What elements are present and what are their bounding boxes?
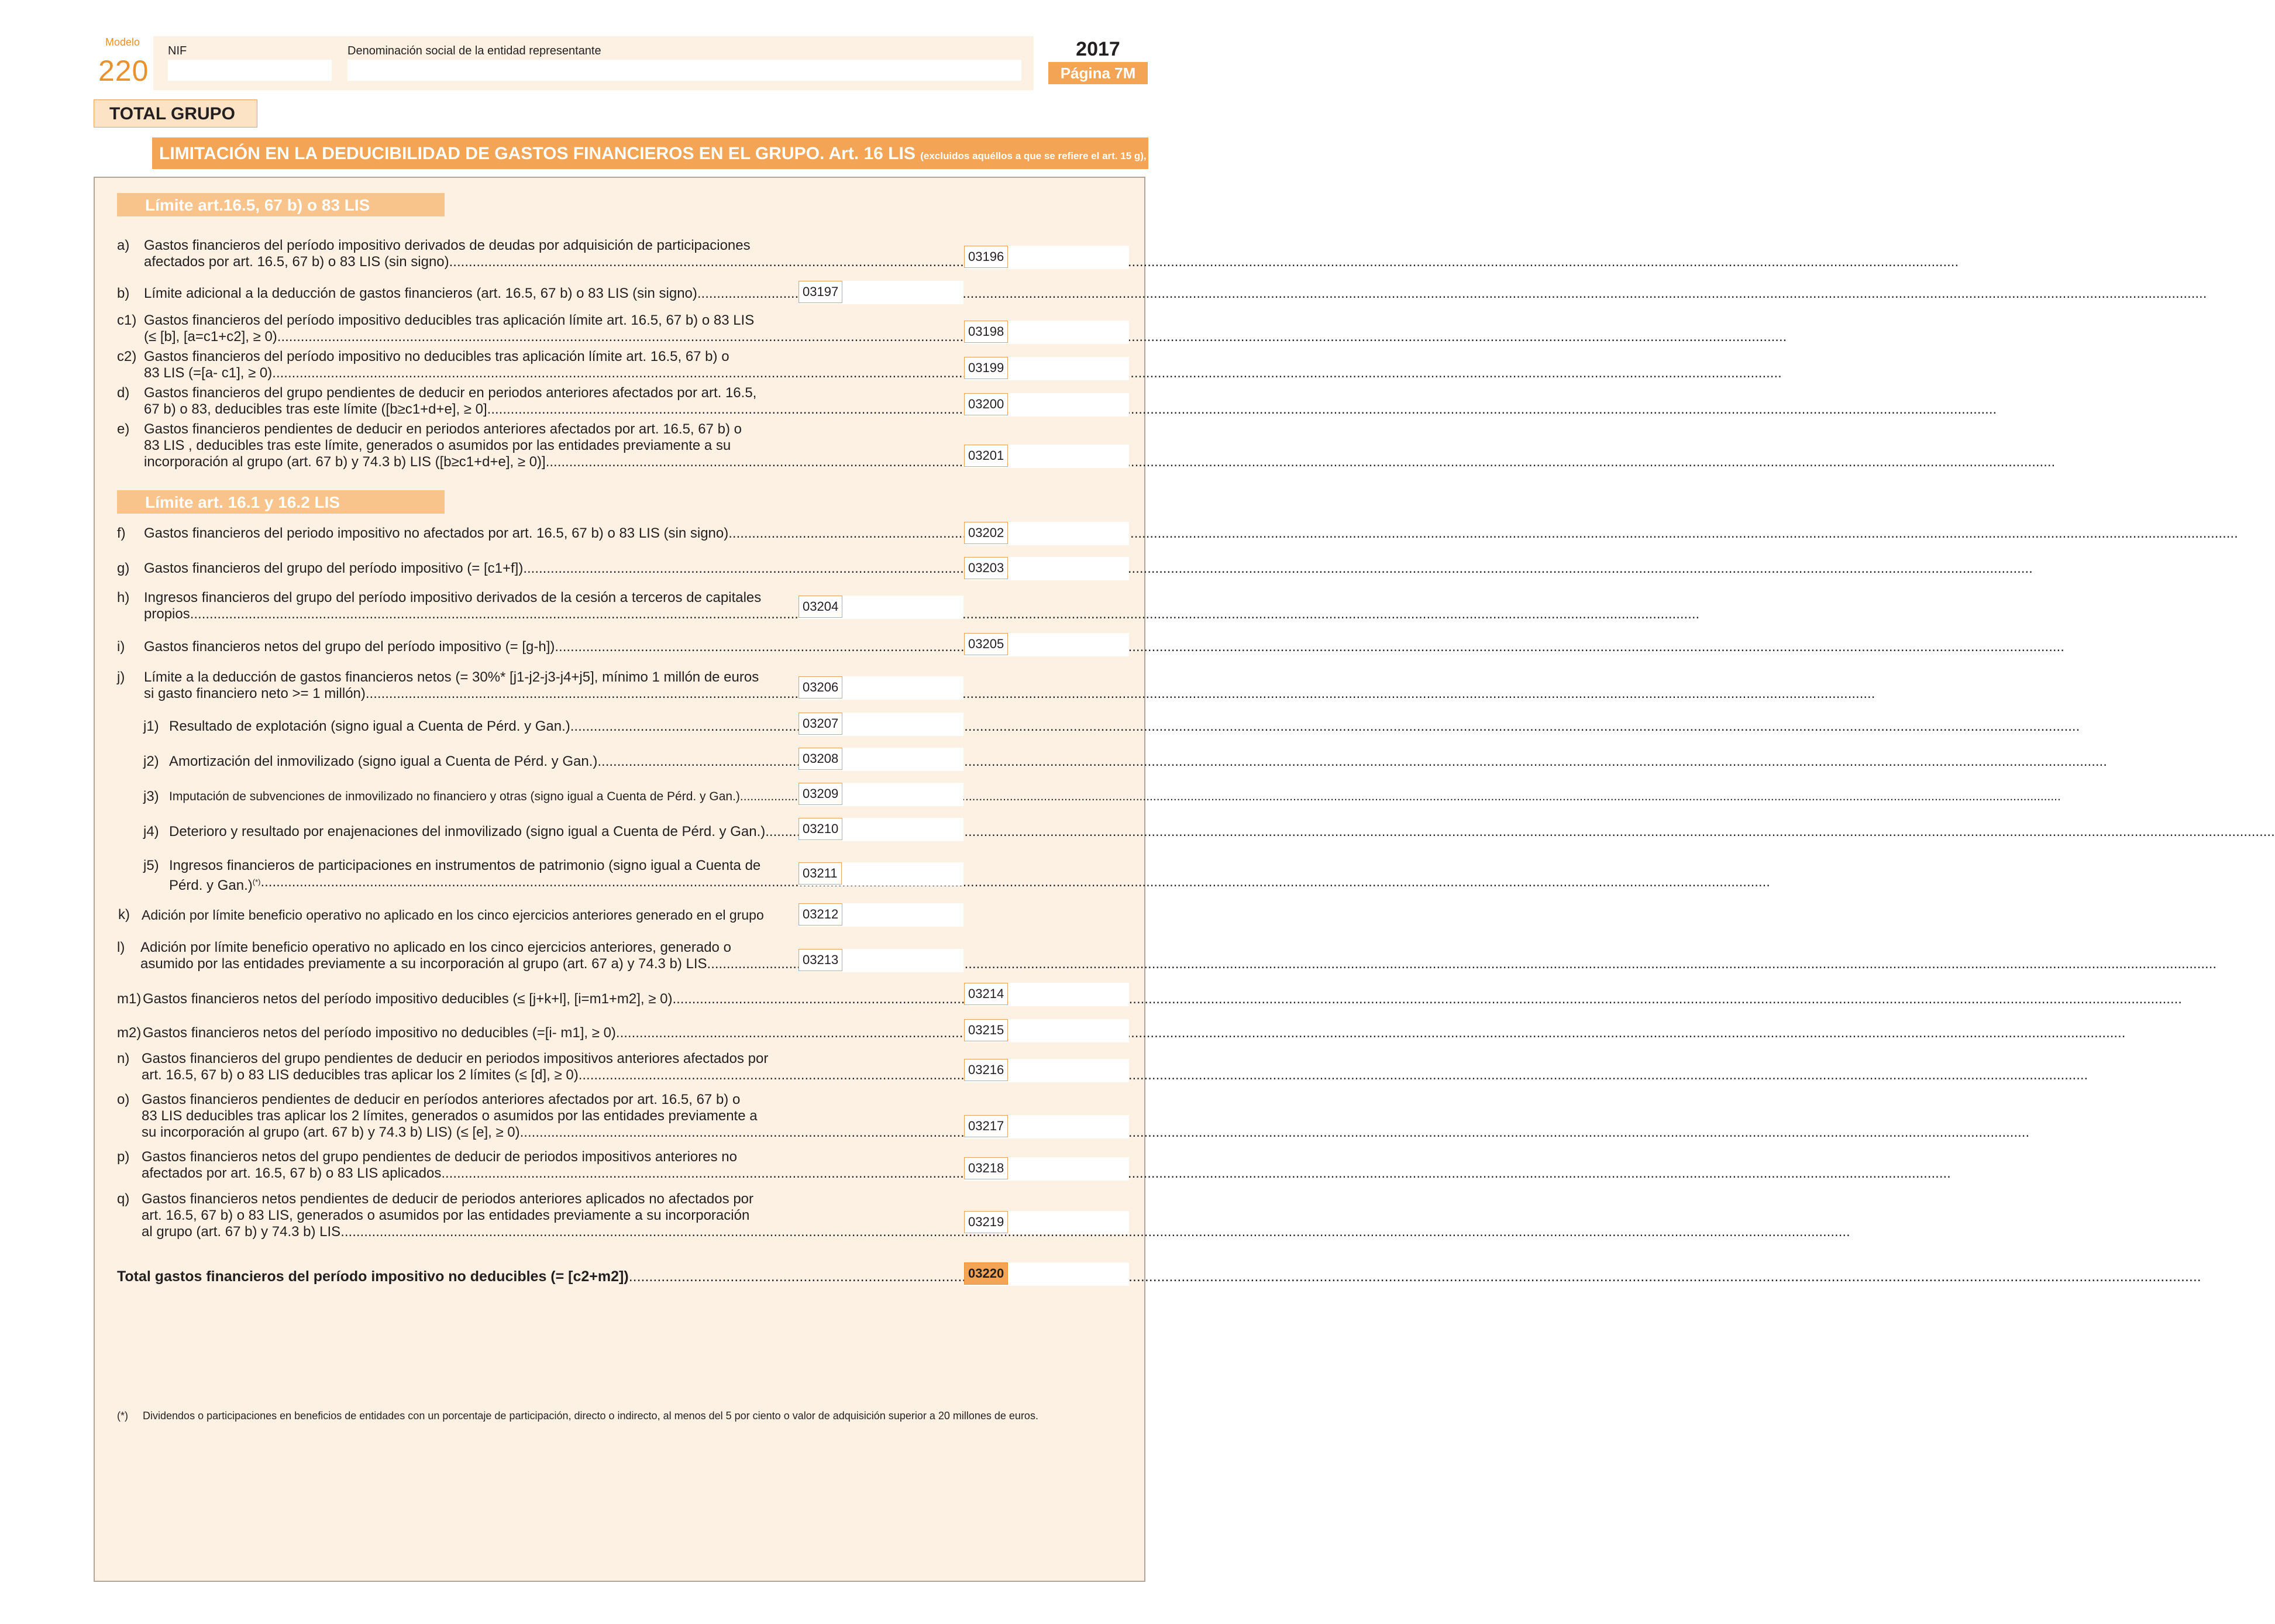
row-letter: l) — [117, 940, 125, 955]
row-text: Gastos financieros del periodo impositivo no afectados por art. 16.5, 67 b) o 83 LIS (sin signo) — [144, 525, 729, 541]
row-letter: c1) — [117, 312, 137, 328]
field-code: 03196 — [964, 246, 1008, 268]
row-text: Gastos financieros del período impositivo no deducibles tras aplicación límite art. 16.5, 67 b) o — [144, 349, 729, 364]
row-letter: p) — [117, 1149, 130, 1165]
row-j3 — [143, 789, 800, 805]
row-text: Total gastos financieros del período impositivo no deducibles (= [c2+m2]) — [117, 1268, 629, 1285]
row-b — [117, 285, 800, 302]
row-letter: o) — [117, 1092, 130, 1107]
row-g — [117, 560, 958, 577]
row-text: 83 LIS (=[a- c1], ≥ 0) — [144, 365, 273, 381]
row-text: Gastos financieros pendientes de deducir en periodos anteriores afectados por art. 16.5, 67 b) o — [144, 421, 742, 437]
row-text: asumido por las entidades previamente a su incorporación al grupo (art. 67 a) y 74.3 b) LIS — [140, 956, 707, 972]
field-03196[interactable] — [964, 246, 1129, 269]
year-label: 2017 — [1048, 39, 1148, 60]
row-text: 83 LIS , deducibles tras este límite, generados o asumidos por las entidades previamente a su — [144, 438, 731, 453]
row-text: propios — [144, 606, 190, 622]
row-text: Ingresos financieros del grupo del período impositivo derivados de la cesión a terceros de capitales — [144, 590, 762, 605]
field-code: 03199 — [964, 357, 1008, 379]
row-text: Gastos financieros del período impositivo derivados de deudas por adquisición de participaciones — [144, 238, 751, 253]
row-text: Gastos financieros netos pendientes de deducir de periodos anteriores aplicados no afectados por — [142, 1191, 754, 1207]
subsection-limite-16-5: Límite art.16.5, 67 b) o 83 LIS — [117, 193, 445, 216]
field-code: 03208 — [799, 748, 842, 770]
row-text: Adición por límite beneficio operativo no aplicado en los cinco ejercicios anteriores, generado o — [140, 940, 731, 955]
nif-label: NIF — [168, 44, 187, 57]
row-c2 — [117, 349, 958, 381]
footnote-text: Dividendos o participaciones en beneficios de entidades con un porcentaje de participación, directo o indirecto, al menos del 5 por ciento o valor de adquisición superior a 20 millones de euros. — [143, 1410, 1038, 1422]
leader-dots — [765, 824, 2275, 840]
row-p — [117, 1149, 958, 1182]
row-a — [117, 238, 958, 270]
field-03199[interactable] — [964, 357, 1129, 380]
row-text: Amortización del inmovilizado (signo igual a Cuenta de Pérd. y Gan.) — [169, 753, 598, 769]
nif-field[interactable] — [168, 60, 332, 81]
row-letter: a) — [117, 238, 130, 253]
row-j5 — [143, 858, 800, 894]
footnote-mark: (*) — [117, 1410, 128, 1422]
row-text: Gastos financieros pendientes de deducir en períodos anteriores afectados por art. 16.5, 67 b) o — [142, 1092, 741, 1107]
leader-dots — [366, 686, 1875, 702]
field-03198[interactable] — [964, 321, 1129, 344]
row-letter: j) — [117, 669, 125, 685]
field-code: 03198 — [964, 321, 1008, 343]
section-title: TOTAL GRUPO — [94, 99, 257, 128]
row-text: su incorporación al grupo (art. 67 b) y 74.3 b) LIS) (≤ [e], ≥ 0) — [142, 1124, 520, 1140]
field-03213[interactable] — [799, 949, 963, 972]
field-code: 03205 — [964, 633, 1008, 655]
row-text: Gastos financieros del período impositivo deducibles tras aplicación límite art. 16.5, 67 b) o 83 LIS — [144, 312, 755, 328]
row-text: Gastos financieros netos del período impositivo no deducibles (=[i- m1], ≥ 0) — [143, 1025, 616, 1041]
row-text: incorporación al grupo (art. 67 b) y 74.3 b) LIS ([b≥c1+d+e], ≥ 0)] — [144, 454, 546, 470]
row-letter: e) — [117, 421, 130, 437]
field-03210[interactable] — [799, 818, 963, 841]
field-03209[interactable] — [799, 783, 963, 806]
row-letter: g) — [117, 560, 130, 576]
leader-dots — [441, 1165, 1951, 1182]
leader-dots — [449, 254, 1959, 270]
row-k — [118, 907, 801, 923]
row-letter: k) — [118, 907, 130, 923]
field-03197[interactable] — [799, 281, 963, 304]
leader-dots — [487, 401, 1997, 418]
page-label: Página 7M — [1048, 62, 1148, 84]
subsection-limite-16-1: Límite art. 16.1 y 16.2 LIS — [117, 490, 445, 514]
field-03207[interactable] — [799, 713, 963, 736]
field-03214[interactable] — [964, 983, 1129, 1006]
footnote — [117, 1409, 1038, 1423]
field-03216[interactable] — [964, 1059, 1129, 1082]
denominacion-field[interactable] — [347, 60, 1021, 81]
field-03218[interactable] — [964, 1157, 1129, 1181]
row-n — [117, 1051, 958, 1083]
row-o — [117, 1092, 958, 1141]
row-j1 — [143, 718, 800, 735]
field-code: 03213 — [799, 949, 842, 971]
field-code: 03212 — [799, 903, 842, 925]
row-text: afectados por art. 16.5, 67 b) o 83 LIS aplicados — [142, 1165, 442, 1181]
field-03203[interactable] — [964, 557, 1129, 580]
field-code: 03201 — [964, 445, 1008, 467]
row-text: Gastos financieros netos del grupo pendientes de deducir de periodos impositivos anteriores no — [142, 1149, 737, 1165]
row-letter: m2) — [117, 1025, 142, 1041]
row-text: Gastos financieros del grupo del período impositivo (= [c1+f]) — [144, 560, 524, 576]
row-f — [117, 525, 958, 542]
row-text: (≤ [b], [a=c1+c2], ≥ 0) — [144, 329, 277, 345]
row-letter: h) — [117, 590, 130, 605]
field-code: 03210 — [799, 818, 842, 840]
modelo-label: Modelo — [105, 36, 140, 48]
field-03208[interactable] — [799, 748, 963, 771]
row-text: afectados por art. 16.5, 67 b) o 83 LIS (sin signo) — [144, 254, 449, 270]
field-03202[interactable] — [964, 522, 1129, 545]
row-text: Resultado de explotación (signo igual a Cuenta de Pérd. y Gan.) — [169, 718, 570, 734]
field-03219[interactable] — [964, 1211, 1129, 1234]
field-03200[interactable] — [964, 393, 1129, 417]
row-letter: n) — [117, 1051, 130, 1066]
row-text: Ingresos financieros de participaciones en instrumentos de patrimonio (signo igual a Cuenta de — [169, 858, 761, 873]
field-code: 03214 — [964, 983, 1008, 1005]
title-small: (excluidos aquéllos a que se refiere el art. 15 g), h) y j) LIS) — [920, 150, 1197, 161]
field-03215[interactable] — [964, 1019, 1129, 1042]
leader-dots — [728, 525, 2238, 542]
row-j2 — [143, 753, 800, 770]
row-h — [117, 590, 800, 622]
field-code: 03217 — [964, 1115, 1008, 1137]
modelo-number: 220 — [98, 54, 149, 87]
field-code: 03219 — [964, 1211, 1008, 1233]
field-code: 03200 — [964, 393, 1008, 415]
row-text: art. 16.5, 67 b) o 83 LIS, generados o asumidos por las entidades previamente a su incorporación — [142, 1207, 750, 1223]
field-03211[interactable] — [799, 862, 963, 886]
row-text: Deterioro y resultado por enajenaciones del inmovilizado (signo igual a Cuenta de Pérd. y Gan.) — [169, 824, 766, 839]
row-letter: d) — [117, 385, 130, 401]
title-main: LIMITACIÓN EN LA DEDUCIBILIDAD DE GASTOS FINANCIEROS EN EL GRUPO. Art. 16 LIS — [159, 144, 915, 163]
row-letter: b) — [117, 285, 130, 301]
row-letter: q) — [117, 1191, 130, 1207]
field-03201[interactable] — [964, 445, 1129, 468]
row-c1 — [117, 312, 958, 345]
row-text: Adición por límite beneficio operativo no aplicado en los cinco ejercicios anteriores generado en el grupo — [142, 907, 764, 923]
row-letter: j4) — [143, 824, 159, 839]
row-letter: j3) — [143, 789, 159, 804]
field-code: 03216 — [964, 1059, 1008, 1081]
leader-dots — [523, 560, 2033, 577]
field-03212[interactable] — [799, 903, 963, 927]
field-03206[interactable] — [799, 676, 963, 700]
row-text: Imputación de subvenciones de inmovilizado no financiero y otras (signo igual a Cuenta de Pérd. y Gan.) — [169, 790, 740, 803]
row-letter: f) — [117, 525, 126, 541]
row-i — [117, 639, 958, 655]
title-bar — [152, 137, 1197, 169]
row-text: Gastos financieros del grupo pendientes de deducir en periodos anteriores afectados por art. 16.5, — [144, 385, 757, 401]
row-text: Gastos financieros del grupo pendientes de deducir en periodos impositivos anteriores afectados por — [142, 1051, 769, 1066]
leader-dots — [520, 1124, 2030, 1141]
field-03204[interactable] — [799, 596, 963, 619]
field-code: 03218 — [964, 1157, 1008, 1179]
leader-dots — [260, 874, 1770, 894]
row-j — [117, 669, 800, 702]
field-03220[interactable] — [964, 1262, 1129, 1286]
row-m2 — [117, 1025, 958, 1041]
row-text: al grupo (art. 67 b) y 74.3 b) LIS — [142, 1224, 341, 1240]
leader-dots — [672, 991, 2182, 1007]
row-total — [117, 1268, 958, 1285]
leader-dots — [570, 718, 2080, 735]
row-text: si gasto financiero neto >= 1 millón) — [144, 686, 366, 701]
leader-dots — [579, 1067, 2088, 1083]
leader-dots — [546, 454, 2056, 470]
field-03217[interactable] — [964, 1115, 1129, 1138]
row-e — [117, 421, 958, 470]
row-letter: j5) — [143, 858, 159, 873]
field-code: 03203 — [964, 557, 1008, 579]
row-text: Pérd. y Gan.) — [169, 878, 253, 893]
leader-dots — [629, 1268, 2201, 1285]
row-letter: j2) — [143, 753, 159, 769]
field-code: 03204 — [799, 596, 842, 618]
row-letter: i) — [117, 639, 125, 655]
row-text: Límite adicional a la deducción de gastos financieros (art. 16.5, 67 b) o 83 LIS (sin signo) — [144, 285, 697, 301]
field-code: 03197 — [799, 281, 842, 303]
row-letter: c2) — [117, 349, 137, 364]
field-code: 03215 — [964, 1019, 1008, 1041]
field-code: 03209 — [799, 783, 842, 805]
leader-dots — [616, 1025, 2126, 1041]
field-code: 03211 — [799, 862, 842, 885]
row-text: Límite a la deducción de gastos financieros netos (= 30%* [j1-j2-j3-j4+j5], mínimo 1 millón de euros — [144, 669, 759, 685]
row-q — [117, 1191, 958, 1240]
row-letter: j1) — [143, 718, 159, 734]
denominacion-label: Denominación social de la entidad representante — [347, 44, 601, 57]
field-code: 03207 — [799, 713, 842, 735]
row-text: art. 16.5, 67 b) o 83 LIS deducibles tras aplicar los 2 límites (≤ [d], ≥ 0) — [142, 1067, 579, 1083]
leader-dots — [555, 639, 2064, 655]
row-letter: m1) — [117, 991, 142, 1007]
field-code: 03206 — [799, 676, 842, 699]
field-03205[interactable] — [964, 633, 1129, 656]
row-m1 — [117, 991, 958, 1007]
field-code: 03202 — [964, 522, 1008, 544]
row-j4 — [143, 824, 800, 840]
row-l — [117, 940, 800, 972]
row-text: Gastos financieros netos del período impositivo deducibles (≤ [j+k+l], [i=m1+m2], ≥ 0) — [143, 991, 673, 1007]
field-code: 03220 — [964, 1262, 1008, 1285]
row-text: 83 LIS deducibles tras aplicar los 2 límites, generados o asumidos por las entidades previamente a — [142, 1108, 758, 1124]
footnote-ref: (*) — [252, 878, 261, 886]
row-text: 67 b) o 83, deducibles tras este límite ([b≥c1+d+e], ≥ 0] — [144, 401, 487, 417]
row-text: Gastos financieros netos del grupo del período impositivo (= [g-h]) — [144, 639, 555, 655]
row-d — [117, 385, 958, 418]
